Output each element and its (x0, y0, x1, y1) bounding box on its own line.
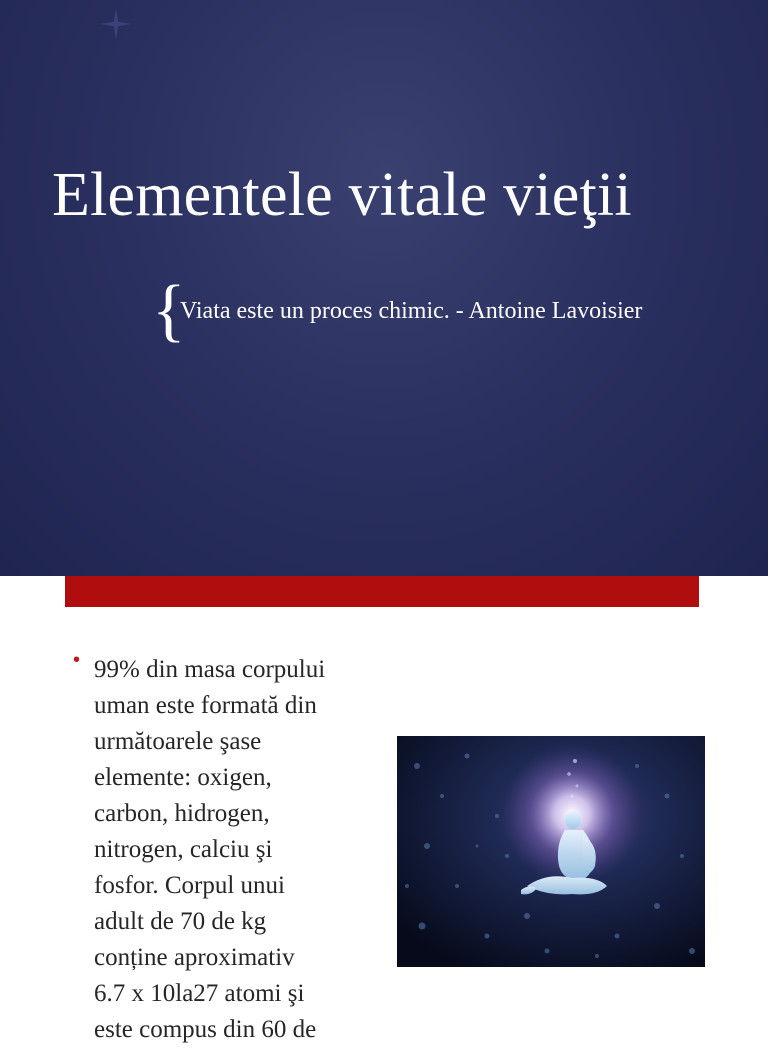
meditating-figure-image (397, 736, 705, 967)
accent-bar (65, 576, 699, 607)
meditating-figure-illustration (397, 736, 705, 967)
content-slide (0, 576, 768, 1043)
bullet-text: 99% din masa corpului uman este formată din următoarele şase elemente: oxigen, carbon, hidrogen, nitrogen, calciu şi fosfor. Corpul unui adult de 70 de kg conține aproximativ 6.7 x 10la27 atomi şi este compus din 60 de (94, 656, 326, 1043)
quote-brace: { (152, 272, 186, 349)
bullet-icon: • (73, 649, 81, 671)
slide-title: Elementele vitale vieţii (52, 161, 632, 229)
star-icon (100, 8, 132, 40)
slide-subtitle-quote: Viata este un proces chimic. - Antoine Lavoisier (180, 298, 643, 324)
